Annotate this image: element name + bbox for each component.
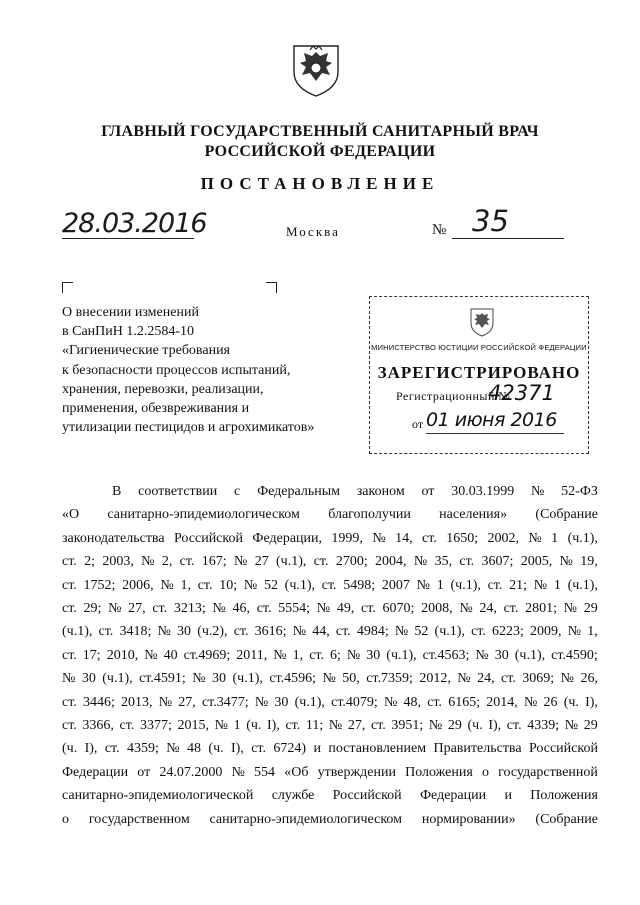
body-word: (ч. — [467, 718, 483, 734]
city: Москва — [286, 224, 340, 239]
body-word: № — [372, 530, 386, 546]
body-word: санитарно-эпидемиологической — [62, 788, 254, 804]
body-word: 3418; — [119, 624, 152, 640]
body-word: № — [564, 718, 579, 734]
stamp-ministry: МИНИСТЕРСТВО ЮСТИЦИИ РОССИЙСКОЙ ФЕДЕРАЦИИ — [371, 343, 587, 352]
body-word: ст. — [427, 694, 442, 710]
body-word: № — [559, 554, 573, 570]
body-word: о — [62, 811, 69, 827]
body-word: 2005, — [520, 554, 553, 570]
body-word: I), — [84, 741, 98, 757]
body-word: 1, — [180, 577, 191, 593]
body-word: 30 — [274, 694, 289, 710]
number-label: № — [432, 222, 447, 238]
body-word: № — [141, 554, 155, 570]
body-word: ст. — [487, 577, 503, 593]
body-word: № — [567, 624, 582, 640]
body-word: 2013, — [121, 694, 153, 710]
body-word: № — [62, 671, 76, 687]
body-word: ст.3477; — [201, 694, 249, 710]
body-word: 40 — [163, 647, 178, 663]
body-word: (ч.1), — [514, 647, 546, 663]
body-word: ст.4590; — [551, 647, 598, 663]
body-word: 1999, — [331, 530, 363, 546]
body-word: (ч.1), — [232, 671, 263, 687]
body-word: I), — [585, 694, 598, 710]
body-word: 52 — [263, 577, 278, 593]
stamp-reg-date: 01 июня 2016 — [426, 409, 557, 431]
body-word: (ч.1), — [567, 577, 598, 593]
body-word: № — [563, 601, 578, 617]
body-word: 4339; — [527, 718, 560, 734]
body-line — [62, 737, 598, 760]
body-word: № — [144, 647, 158, 663]
body-word: ст. — [197, 577, 213, 593]
body-word: службе — [271, 788, 315, 804]
body-word: 30 — [494, 647, 509, 663]
body-line — [62, 714, 598, 737]
body-word: 2801; — [525, 601, 557, 617]
body-word: 27, — [178, 694, 196, 710]
body-word: 1 — [553, 577, 561, 593]
body-word: (ч. — [208, 741, 224, 757]
body-word: 1, — [587, 624, 598, 640]
body-word: (ч.2), — [197, 624, 228, 640]
body-word: Положения — [405, 764, 473, 780]
body-line — [62, 480, 598, 503]
body-word: 6165; — [448, 694, 481, 710]
body-word: 29 — [447, 718, 462, 734]
body-word: 3951; — [391, 718, 424, 734]
body-word: № — [428, 718, 443, 734]
body-word: 1 — [551, 530, 559, 546]
body-word: (ч. — [246, 718, 262, 734]
body-word: 1 — [436, 577, 444, 593]
body-word: (ч.1), — [567, 530, 598, 546]
body-word: 2; — [84, 554, 95, 570]
body-word: 3616; — [254, 624, 287, 640]
body-word: 554 — [254, 764, 276, 780]
body-word: № — [533, 577, 548, 593]
body-word: (ч.1), — [102, 671, 133, 687]
body-word: ст. — [233, 624, 249, 640]
body-word: (ч.1), — [294, 694, 325, 710]
body-word: Российской — [332, 788, 402, 804]
body-word: Правительства — [433, 741, 522, 757]
body-word: ст.4969; — [183, 647, 231, 663]
body-word: № — [413, 554, 428, 570]
body-word: № — [322, 671, 336, 687]
body-word: 30 — [366, 647, 381, 663]
body-word: 48, — [403, 694, 422, 710]
body-word: ст. — [361, 601, 376, 617]
subject-line: О внесении изменений — [62, 305, 199, 320]
body-word: 24.07.2000 — [159, 764, 223, 780]
issuer-title-line1: ГЛАВНЫЙ ГОСУДАРСТВЕННЫЙ САНИТАРНЫЙ ВРАЧ — [101, 123, 539, 140]
body-word: 24, — [479, 601, 497, 617]
body-word: 4984; — [356, 624, 389, 640]
body-word: 2012, — [419, 671, 451, 687]
subject-line: в СанПиН 1.2.2584-10 — [62, 324, 195, 340]
body-word: 3607; — [481, 554, 514, 570]
number-underline — [452, 238, 564, 239]
body-word: ст. — [370, 718, 386, 734]
body-word: В — [112, 484, 122, 499]
body-word: 1752; — [83, 577, 116, 593]
body-word: 50, — [342, 671, 360, 687]
body-word: № — [528, 530, 542, 546]
body-word: 2004, — [375, 554, 407, 570]
body-word: 46, — [232, 601, 250, 617]
body-word: № — [292, 624, 307, 640]
body-text — [62, 480, 598, 831]
body-word: № — [560, 671, 574, 687]
body-word: № — [394, 624, 409, 640]
body-word: благополучии — [328, 507, 411, 523]
body-word: (ч. — [563, 694, 579, 710]
body-word: от — [137, 764, 151, 780]
body-word: 52-ФЗ — [561, 484, 598, 499]
body-word: 11; — [305, 718, 324, 734]
body-word: 27, — [128, 601, 146, 617]
body-word: № — [158, 694, 173, 710]
issuer-title-line2: РОССИЙСКОЙ ФЕДЕРАЦИИ — [204, 143, 436, 160]
body-word: 48 — [187, 741, 202, 757]
body-word: 167; — [201, 554, 227, 570]
body-word: 2006, — [122, 577, 154, 593]
body-word: 2009, — [530, 624, 562, 640]
body-word: 2, — [161, 554, 173, 570]
body-word: ст. — [501, 671, 516, 687]
body-word: о — [481, 764, 489, 780]
body-word: № — [316, 601, 331, 617]
body-word: (ч.1), — [386, 647, 417, 663]
body-word: ст. — [62, 718, 77, 734]
body-line — [62, 574, 598, 597]
body-word: законодательства — [62, 530, 165, 546]
body-word: санитарно-эпидемиологическом — [107, 507, 300, 523]
body-word: 6070; — [382, 601, 415, 617]
body-word: 2010, — [106, 647, 139, 663]
body-word: 1, — [292, 647, 304, 663]
body-word: ст. — [62, 647, 77, 663]
body-word: 27, — [347, 718, 366, 734]
body-word: ст. — [62, 694, 77, 710]
body-word: № — [214, 718, 228, 734]
body-word: № — [234, 554, 248, 570]
body-word: № — [328, 718, 343, 734]
body-line — [62, 527, 598, 550]
body-word: 30 — [177, 624, 192, 640]
body-word: 2002, — [487, 530, 519, 546]
body-word: постановлением — [328, 741, 427, 757]
body-word: и — [313, 741, 321, 757]
body-word: 21; — [509, 577, 527, 593]
body-word: ст.4079; — [331, 694, 378, 710]
body-word: Российской — [528, 741, 598, 757]
body-word: 1650; — [446, 530, 479, 546]
body-word: № — [459, 601, 473, 617]
body-word: № — [457, 671, 471, 687]
stamp-reg-number: 42371 — [488, 381, 555, 405]
body-word: № — [523, 694, 538, 710]
body-word: № — [346, 647, 361, 663]
body-word: Федерации, — [252, 530, 323, 546]
body-word: и — [504, 788, 512, 804]
body-line — [62, 503, 598, 526]
body-word: 52 — [414, 624, 429, 640]
body-line — [62, 644, 598, 667]
body-word: 6724) — [273, 741, 307, 757]
registration-stamp — [369, 296, 589, 454]
body-word: (ч.1), — [434, 624, 465, 640]
body-word: (Собрание — [535, 507, 598, 523]
body-word: ст. — [335, 624, 351, 640]
body-word: ст. — [503, 601, 519, 617]
body-word: ст. — [285, 718, 301, 734]
body-word: ст. — [251, 741, 266, 757]
subject-block — [62, 303, 362, 437]
stamp-registered: ЗАРЕГИСТРИРОВАНО — [377, 363, 581, 382]
body-word: Федеральным — [257, 484, 340, 499]
body-word: утверждении — [317, 764, 396, 780]
subject-line: применения, обезвреживания и — [62, 401, 250, 417]
body-word: 3446; — [82, 694, 115, 710]
body-word: № — [531, 484, 545, 499]
stamp-emblem-icon — [468, 305, 496, 337]
body-word: ст.7359; — [366, 671, 413, 687]
stamp-from-label: от — [412, 417, 424, 431]
body-word: населения» — [439, 507, 508, 523]
body-word: 49, — [336, 601, 355, 617]
body-word: ст. — [313, 554, 329, 570]
body-word: № — [243, 577, 258, 593]
body-word: ст. — [104, 741, 120, 757]
body-word: ст.4563; — [422, 647, 470, 663]
body-word: 30 — [81, 671, 96, 687]
body-line — [62, 761, 598, 784]
body-word: ст. — [506, 718, 522, 734]
body-word: 24, — [477, 671, 495, 687]
subject-line: к безопасности процессов испытаний, — [62, 362, 291, 378]
body-word: Федерации — [62, 764, 129, 780]
bracket-right-corner — [266, 282, 277, 293]
body-word: № — [475, 647, 489, 663]
body-word: (ч. — [62, 741, 78, 757]
body-word: № — [254, 694, 269, 710]
body-word: 2015, — [177, 718, 209, 734]
body-word: 19, — [580, 554, 598, 570]
body-line — [62, 691, 598, 714]
body-line — [62, 597, 598, 620]
body-word: I), — [267, 718, 280, 734]
subject-line: утилизации пестицидов и агрохимикатов» — [62, 420, 315, 436]
body-word: I), — [488, 718, 502, 734]
body-word: Федерации — [420, 788, 487, 804]
body-word: 1 — [233, 718, 241, 734]
body-word: 44, — [312, 624, 330, 640]
body-word: ст. — [98, 624, 114, 640]
body-word: 3366, — [82, 718, 114, 734]
body-line — [62, 784, 598, 807]
body-word: 29 — [583, 601, 598, 617]
body-word: государственном — [88, 811, 190, 827]
body-word: нормировании» — [421, 811, 516, 827]
body-word: ст. — [179, 554, 195, 570]
body-word: Российской — [173, 530, 243, 546]
body-word: 2007 — [381, 577, 410, 593]
body-word: № — [160, 577, 174, 593]
bracket-left-corner — [62, 282, 73, 293]
body-word: 2011, — [236, 647, 268, 663]
body-word: 26 — [543, 694, 558, 710]
body-word: 5498; — [343, 577, 376, 593]
body-word: (Собрание — [535, 811, 598, 827]
body-word: государственной — [498, 764, 598, 780]
stamp-date-underline — [426, 433, 564, 434]
body-word: 3069; — [522, 671, 555, 687]
body-word: «О — [62, 507, 80, 523]
body-word: 6223; — [492, 624, 524, 640]
date-underline — [62, 238, 194, 239]
body-word: 30.03.1999 — [451, 484, 515, 499]
body-word: № — [212, 601, 226, 617]
body-word: № — [157, 624, 171, 640]
body-word: ст. — [471, 624, 486, 640]
body-word: 26, — [580, 671, 598, 687]
body-word: ст.4591; — [139, 671, 186, 687]
body-word: ст. — [422, 530, 437, 546]
subject-line: «Гигиенические требования — [62, 343, 230, 359]
body-word: 2014, — [486, 694, 518, 710]
body-word: № — [231, 764, 245, 780]
body-word: ст. — [119, 718, 135, 734]
body-line — [62, 620, 598, 643]
body-word: 3377; — [139, 718, 172, 734]
body-word: 17; — [82, 647, 101, 663]
body-word: 29 — [583, 718, 598, 734]
body-word: 27 — [254, 554, 269, 570]
body-word: ст. — [459, 554, 475, 570]
body-word: № — [273, 647, 287, 663]
body-word: ст. — [62, 601, 77, 617]
body-word: 2008, — [421, 601, 453, 617]
body-word: 30 — [212, 671, 227, 687]
body-word: ст. — [256, 601, 272, 617]
body-word: 35, — [434, 554, 453, 570]
body-word: законом — [356, 484, 405, 499]
body-word: № — [166, 741, 180, 757]
body-word: № — [108, 601, 122, 617]
body-word: (ч.1), — [284, 577, 316, 593]
body-word: 2003, — [102, 554, 134, 570]
body-word: 6; — [329, 647, 341, 663]
body-line — [62, 550, 598, 573]
body-line — [62, 667, 598, 690]
document-date: 28.03.2016 — [62, 208, 207, 239]
body-word: ст. — [62, 577, 77, 593]
body-word: № — [383, 694, 398, 710]
document-type: ПОСТАНОВЛЕНИЕ — [200, 174, 440, 193]
body-word: № — [416, 577, 431, 593]
body-word: I), — [231, 741, 244, 757]
body-word: 10; — [219, 577, 238, 593]
body-word: 14, — [395, 530, 413, 546]
subject-line: хранения, перевозки, реализации, — [62, 381, 264, 397]
body-word: ст. — [321, 577, 337, 593]
body-word: ст.4596; — [269, 671, 316, 687]
body-word: 3213; — [173, 601, 206, 617]
body-word: 29; — [83, 601, 102, 617]
body-word: 2700; — [335, 554, 368, 570]
body-word: 4359; — [126, 741, 159, 757]
body-word: (ч.1), — [450, 577, 481, 593]
body-word: ст. — [309, 647, 324, 663]
stamp-reg-label: Регистрационный № — [396, 389, 511, 403]
body-word: ст. — [152, 601, 168, 617]
coat-of-arms-emblem — [288, 38, 344, 98]
body-word: Положения — [530, 788, 598, 804]
body-word: ст. — [62, 554, 77, 570]
body-word: (ч.1), — [62, 624, 93, 640]
body-word: 5554; — [278, 601, 311, 617]
document-number: 35 — [472, 204, 509, 238]
body-word: с — [234, 484, 241, 499]
body-word: «Об — [284, 764, 309, 780]
body-word: (ч.1), — [276, 554, 307, 570]
body-word: от — [421, 484, 435, 499]
body-word: № — [192, 671, 206, 687]
body-line — [62, 808, 598, 831]
body-word: соответствии — [138, 484, 218, 499]
body-word: санитарно-эпидемиологическом — [209, 811, 403, 827]
